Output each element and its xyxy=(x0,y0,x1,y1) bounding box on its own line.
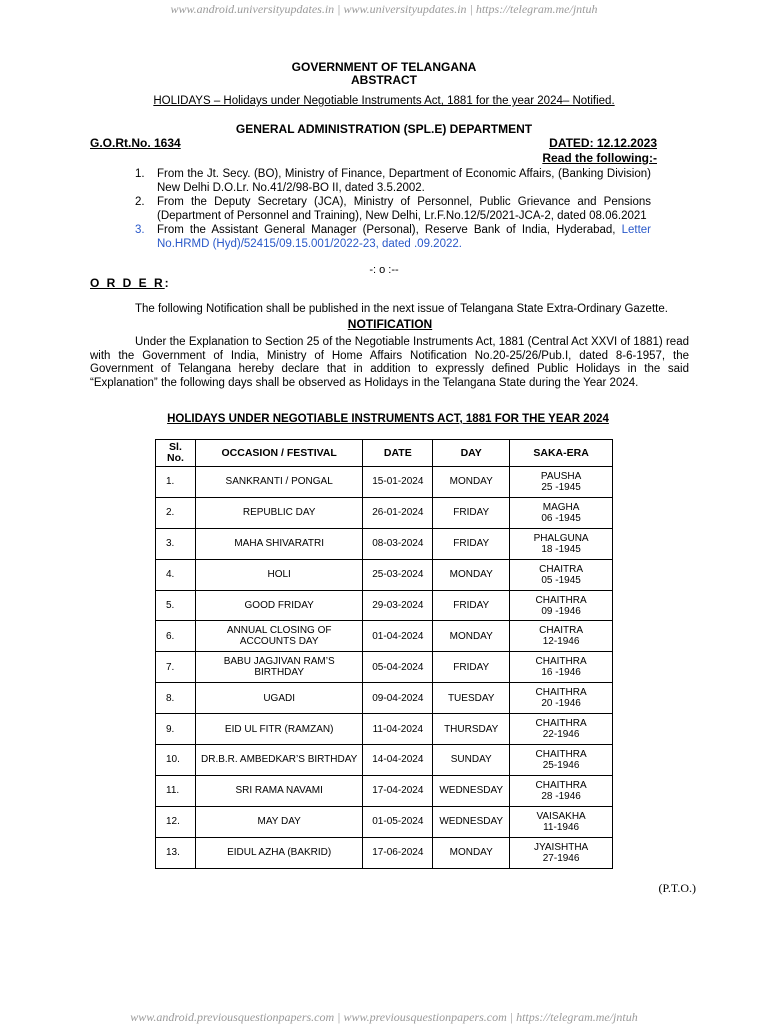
holidays-table xyxy=(155,439,613,869)
cell-date: 17-06-2024 xyxy=(363,837,433,868)
cell-occasion: GOOD FRIDAY xyxy=(195,590,363,621)
cell-day: FRIDAY xyxy=(433,652,510,683)
cell-day: MONDAY xyxy=(433,621,510,652)
table-row xyxy=(156,806,613,837)
cell-sl-no: 4. xyxy=(156,559,196,590)
reference-item xyxy=(135,224,651,251)
saka-day-year: 18 -1945 xyxy=(541,543,581,555)
table-row xyxy=(156,745,613,776)
order-label: O R D E R xyxy=(90,276,165,290)
abstract-title: ABSTRACT xyxy=(351,73,417,87)
cell-date: 01-04-2024 xyxy=(363,621,433,652)
saka-day-year: 20 -1946 xyxy=(541,698,581,710)
saka-month: CHAITHRA xyxy=(535,718,587,730)
cell-day: MONDAY xyxy=(433,559,510,590)
cell-date: 26-01-2024 xyxy=(363,497,433,528)
notification-body: Under the Explanation to Section 25 of the Negotiable Instruments Act, 1881 (Central Act XXVI of 1881) read with the Government of India, Ministry of Home Affairs Notification No.20-25/26/Pub.I, dated 8-6-1957, the Government of Telangana hereby declare that in addition to expressly defined Public Holidays in the said “Explanation” the following days shall be observed as Holidays in the Telangana State during the Year 2024. xyxy=(90,336,689,389)
table-row xyxy=(156,714,613,745)
reference-number: 1. xyxy=(135,168,145,180)
saka-day-year: 25-1946 xyxy=(542,759,580,771)
cell-occasion: ANNUAL CLOSING OF ACCOUNTS DAY xyxy=(195,621,363,652)
cell-date: 11-04-2024 xyxy=(363,714,433,745)
cell-day: FRIDAY xyxy=(433,590,510,621)
cell-day: TUESDAY xyxy=(433,683,510,714)
cell-sl-no: 6. xyxy=(156,621,196,652)
table-row xyxy=(156,775,613,806)
order-colon: : xyxy=(164,276,171,290)
cell-day: MONDAY xyxy=(433,467,510,498)
cell-saka-era xyxy=(510,590,613,621)
saka-month: MAGHA xyxy=(542,501,580,513)
cell-day: SUNDAY xyxy=(433,745,510,776)
table-row xyxy=(156,683,613,714)
saka-day-year: 11-1946 xyxy=(543,821,580,833)
cell-saka-era xyxy=(510,497,613,528)
separator: -: o :-- xyxy=(369,264,399,276)
saka-month: CHAITHRA xyxy=(535,748,587,760)
go-number: G.O.Rt.No. 1634 xyxy=(90,136,181,150)
table-row xyxy=(156,621,613,652)
cell-date: 15-01-2024 xyxy=(363,467,433,498)
saka-day-year: 16 -1946 xyxy=(541,667,581,679)
cell-saka-era xyxy=(510,621,613,652)
subject-line: HOLIDAYS – Holidays under Negotiable Instruments Act, 1881 for the year 2024– Notified. xyxy=(153,95,615,107)
cell-sl-no: 2. xyxy=(156,497,196,528)
header-occasion: OCCASION / FESTIVAL xyxy=(195,440,363,467)
saka-day-year: 27-1946 xyxy=(542,852,580,864)
government-title: GOVERNMENT OF TELANGANA xyxy=(291,60,477,74)
cell-sl-no: 11. xyxy=(156,775,196,806)
cell-day: WEDNESDAY xyxy=(433,775,510,806)
cell-day: WEDNESDAY xyxy=(433,806,510,837)
saka-day-year: 25 -1945 xyxy=(541,481,581,493)
cell-sl-no: 10. xyxy=(156,745,196,776)
reference-item xyxy=(135,196,651,223)
reference-text: From the Assistant General Manager (Personal), Reserve Bank of India, Hyderabad, xyxy=(157,224,616,237)
notification-title: NOTIFICATION xyxy=(347,317,433,331)
reference-letter-link: Letter No.HRMD (Hyd)/52415/09.15.001/2022-23, dated .09.2022. xyxy=(157,224,651,250)
cell-date: 08-03-2024 xyxy=(363,528,433,559)
cell-saka-era xyxy=(510,683,613,714)
cell-saka-era xyxy=(510,714,613,745)
cell-sl-no: 3. xyxy=(156,528,196,559)
cell-occasion: EIDUL AZHA (BAKRID) xyxy=(195,837,363,868)
cell-saka-era xyxy=(510,652,613,683)
saka-day-year: 06 -1945 xyxy=(541,512,581,524)
read-following: Read the following:- xyxy=(542,151,657,165)
header-date: DATE xyxy=(363,440,433,467)
cell-saka-era xyxy=(510,528,613,559)
cell-occasion: EID UL FITR (RAMZAN) xyxy=(195,714,363,745)
table-row xyxy=(156,590,613,621)
cell-saka-era xyxy=(510,745,613,776)
cell-day: MONDAY xyxy=(433,837,510,868)
cell-occasion: SANKRANTI / PONGAL xyxy=(195,467,363,498)
cell-sl-no: 5. xyxy=(156,590,196,621)
cell-occasion: DR.B.R. AMBEDKAR’S BIRTHDAY xyxy=(195,745,363,776)
publish-line: The following Notification shall be published in the next issue of Telangana State Extra-Ordinary Gazette. xyxy=(135,303,668,315)
saka-month: CHAITRA xyxy=(539,625,584,637)
cell-date: 09-04-2024 xyxy=(363,683,433,714)
saka-day-year: 09 -1946 xyxy=(541,605,581,617)
table-row xyxy=(156,652,613,683)
cell-date: 25-03-2024 xyxy=(363,559,433,590)
watermark-bottom: www.android.previousquestionpapers.com | www.previousquestionpapers.com | https://telegram.me/jntuh xyxy=(130,1010,638,1024)
saka-month: CHAITRA xyxy=(539,563,584,575)
saka-day-year: 28 -1946 xyxy=(541,790,581,802)
table-header-row xyxy=(156,440,613,467)
header-sl-no: Sl. No. xyxy=(156,440,196,467)
cell-date: 01-05-2024 xyxy=(363,806,433,837)
saka-month: JYAISHTHA xyxy=(533,841,589,853)
saka-month: CHAITHRA xyxy=(535,687,587,699)
saka-day-year: 22-1946 xyxy=(542,729,580,741)
saka-month: PHALGUNA xyxy=(533,532,589,544)
cell-saka-era xyxy=(510,806,613,837)
saka-month: PAUSHA xyxy=(540,470,582,482)
cell-saka-era xyxy=(510,837,613,868)
department-title: GENERAL ADMINISTRATION (SPL.E) DEPARTMENT xyxy=(235,122,533,136)
cell-sl-no: 8. xyxy=(156,683,196,714)
cell-saka-era xyxy=(510,775,613,806)
reference-number: 2. xyxy=(135,196,145,209)
cell-day: FRIDAY xyxy=(433,528,510,559)
cell-day: FRIDAY xyxy=(433,497,510,528)
watermark-top: www.android.universityupdates.in | www.universityupdates.in | https://telegram.me/jntuh xyxy=(170,2,598,16)
table-row xyxy=(156,467,613,498)
cell-day: THURSDAY xyxy=(433,714,510,745)
cell-occasion: HOLI xyxy=(195,559,363,590)
go-date: DATED: 12.12.2023 xyxy=(549,136,657,150)
reference-number: 3. xyxy=(135,224,145,237)
table-row xyxy=(156,559,613,590)
cell-occasion: BABU JAGJIVAN RAM’S BIRTHDAY xyxy=(195,652,363,683)
cell-sl-no: 1. xyxy=(156,467,196,498)
table-row xyxy=(156,497,613,528)
references-list xyxy=(135,168,651,253)
cell-occasion: SRI RAMA NAVAMI xyxy=(195,775,363,806)
table-row xyxy=(156,528,613,559)
pto-label: (P.T.O.) xyxy=(658,881,696,895)
order-heading xyxy=(90,276,171,290)
cell-saka-era xyxy=(510,467,613,498)
cell-occasion: MAHA SHIVARATRI xyxy=(195,528,363,559)
cell-date: 17-04-2024 xyxy=(363,775,433,806)
cell-sl-no: 13. xyxy=(156,837,196,868)
cell-sl-no: 7. xyxy=(156,652,196,683)
table-title: HOLIDAYS UNDER NEGOTIABLE INSTRUMENTS ACT, 1881 FOR THE YEAR 2024 xyxy=(167,413,609,425)
table-body xyxy=(156,467,613,869)
saka-day-year: 12-1946 xyxy=(542,636,580,648)
cell-date: 14-04-2024 xyxy=(363,745,433,776)
saka-month: CHAITHRA xyxy=(535,656,587,668)
reference-text: From the Jt. Secy. (BO), Ministry of Finance, Department of Economic Affairs, (Banking Division) New Delhi D.O.Lr. No.41/2/98-BO II, dated 3.5.2002. xyxy=(157,168,651,194)
reference-item xyxy=(135,168,651,195)
reference-text: From the Deputy Secretary (JCA), Ministry of Personnel, Public Grievance and Pensions (Department of Personnel and Training), New Delhi, Lr.F.No.12/5/2021-JCA-2, dated 08.06.2021 xyxy=(157,196,651,222)
cell-occasion: REPUBLIC DAY xyxy=(195,497,363,528)
cell-sl-no: 12. xyxy=(156,806,196,837)
saka-month: CHAITHRA xyxy=(535,594,587,606)
table-row xyxy=(156,837,613,868)
header-saka-era: SAKA-ERA xyxy=(510,440,613,467)
header-day: DAY xyxy=(433,440,510,467)
cell-occasion: MAY DAY xyxy=(195,806,363,837)
saka-month: VAISAKHA xyxy=(536,810,586,822)
saka-day-year: 05 -1945 xyxy=(541,574,581,586)
cell-date: 29-03-2024 xyxy=(363,590,433,621)
cell-sl-no: 9. xyxy=(156,714,196,745)
saka-month: CHAITHRA xyxy=(535,779,587,791)
cell-date: 05-04-2024 xyxy=(363,652,433,683)
cell-saka-era xyxy=(510,559,613,590)
cell-occasion: UGADI xyxy=(195,683,363,714)
